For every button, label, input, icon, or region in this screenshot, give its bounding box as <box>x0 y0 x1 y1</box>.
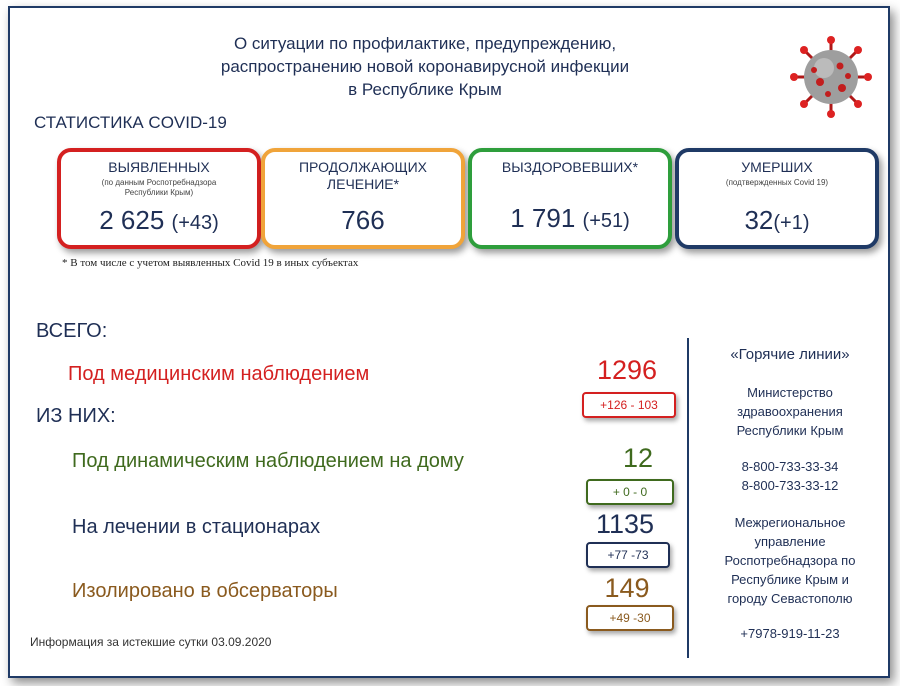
rpn-line-2: управление <box>754 534 826 549</box>
card-label-line-1: ПРОДОЛЖАЮЩИХ <box>298 159 427 175</box>
ministry-line-1: Министерство <box>747 385 833 400</box>
rpn-line-3: Роспотребнадзора по <box>724 553 856 568</box>
statistics-heading: СТАТИСТИКА COVID-19 <box>34 113 227 132</box>
row-label-home-observation: Под динамическим наблюдением на дому <box>72 450 464 472</box>
of-them-heading: ИЗ НИХ: <box>36 405 116 427</box>
row-delta-medical-observation: +126 - 103 <box>582 392 676 418</box>
rpn-line-4: Республике Крым и <box>731 572 849 587</box>
title-line-3: в Республике Крым <box>348 80 502 99</box>
coronavirus-icon <box>790 36 872 118</box>
card-label: ВЫЯВЛЕННЫХ <box>108 159 210 175</box>
hotlines-title: «Горячие линии» <box>730 346 850 363</box>
card-deceased <box>675 148 879 249</box>
phone-2[interactable]: 8-800-733-33-12 <box>741 478 839 493</box>
value-number: 2 625 <box>99 205 165 235</box>
card-sub: (по данным Роспотребнадзора Республики Крым) <box>101 178 217 197</box>
card-in-treatment <box>261 148 465 249</box>
total-heading: ВСЕГО: <box>36 320 108 342</box>
vertical-divider <box>687 338 689 658</box>
value-change: (+51) <box>582 210 630 232</box>
row-value-medical-observation: 1296 <box>596 355 658 385</box>
ministry-line-2: здравоохранения <box>737 404 843 419</box>
card-label <box>265 159 461 193</box>
info-date: Информация за истекшие сутки 03.09.2020 <box>30 635 272 649</box>
value-number: 32 <box>744 205 774 235</box>
row-delta-home-observation: + 0 - 0 <box>586 479 674 505</box>
title-line-1: О ситуации по профилактике, предупреждению, <box>233 34 617 53</box>
card-label-line-2: ЛЕЧЕНИЕ* <box>326 176 400 192</box>
card-value <box>265 205 461 236</box>
title-line-2: распространению новой коронавирусной инфекции <box>220 57 630 76</box>
page-title <box>180 32 670 101</box>
value-change: (+43) <box>171 212 219 234</box>
card-detected <box>57 148 261 249</box>
row-label-hospital: На лечении в стационарах <box>72 516 321 538</box>
hotlines-rospotrebnadzor <box>705 513 875 608</box>
value-change: (+1) <box>773 212 810 234</box>
card-value <box>61 205 257 236</box>
ministry-line-3: Республики Крым <box>736 423 844 438</box>
hotlines-phones <box>705 457 875 495</box>
row-value-observatories: 149 <box>604 573 650 603</box>
row-delta-observatories: +49 -30 <box>586 605 674 631</box>
phone-1[interactable]: 8-800-733-33-34 <box>741 459 839 474</box>
hotlines-ministry <box>705 383 875 440</box>
rpn-line-1: Межрегиональное <box>734 515 846 530</box>
value-number: 1 791 <box>510 203 576 233</box>
row-value-hospital: 1135 <box>595 509 655 539</box>
card-recovered <box>468 148 672 249</box>
card-sub: (подтвержденных Covid 19) <box>725 178 829 187</box>
value-number: 766 <box>341 205 385 235</box>
row-label-observatories: Изолировано в обсерваторы <box>72 580 338 602</box>
card-value <box>472 203 668 234</box>
row-value-home-observation: 12 <box>622 443 654 473</box>
footnote: * В том числе с учетом выявленных Covid 19 в иных субъектах <box>62 257 359 269</box>
rpn-line-5: городу Севастополю <box>727 591 853 606</box>
card-value <box>679 205 875 236</box>
row-delta-hospital: +77 -73 <box>586 542 670 568</box>
phone-3[interactable]: +7978-919-11-23 <box>740 626 840 641</box>
row-label-medical-observation: Под медицинским наблюдением <box>68 363 370 385</box>
card-label: УМЕРШИХ <box>741 159 813 175</box>
card-label: ВЫЗДОРОВЕВШИХ* <box>501 159 639 175</box>
